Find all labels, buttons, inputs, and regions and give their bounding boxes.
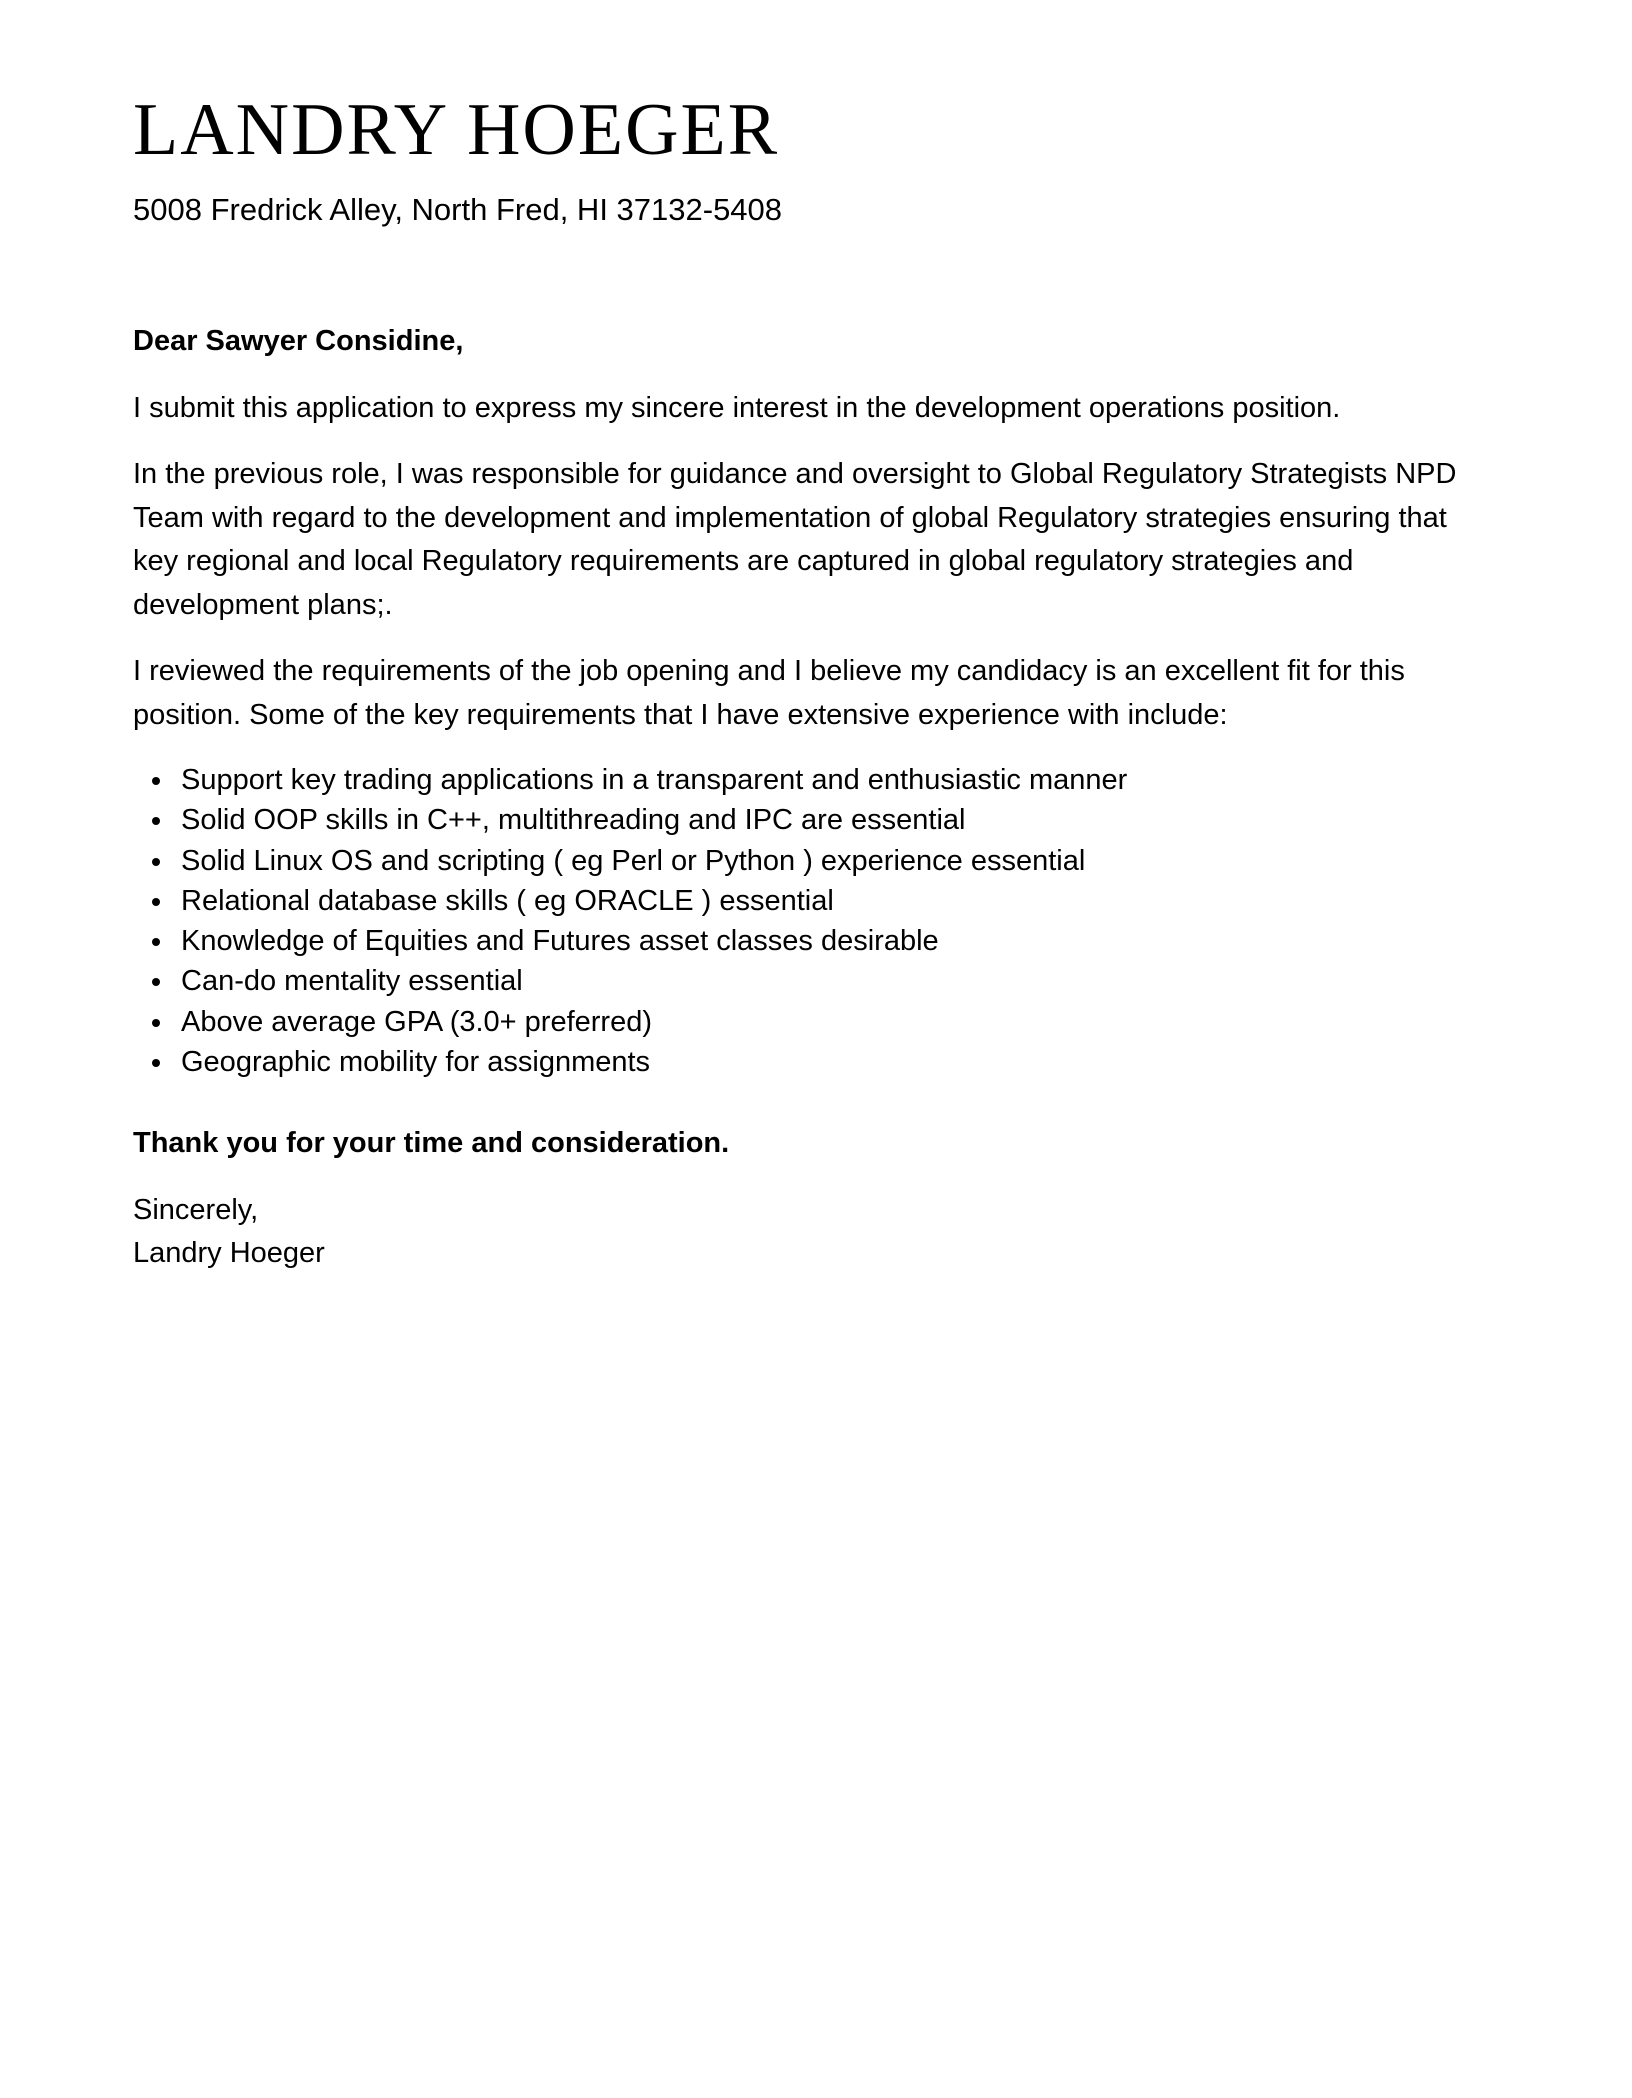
thanks-line: Thank you for your time and consideration. <box>133 1127 730 1160</box>
closing-block <box>133 1189 1493 1276</box>
list-item: Can-do mentality essential <box>181 961 1493 1001</box>
list-item: Relational database skills ( eg ORACLE ) essential <box>181 881 1493 921</box>
cover-letter <box>133 88 1493 1276</box>
list-item: Knowledge of Equities and Futures asset classes desirable <box>181 921 1493 961</box>
list-item: Solid OOP skills in C++, multithreading and IPC are essential <box>181 800 1493 840</box>
intro-paragraph: I submit this application to express my sincere interest in the development operations position. <box>133 391 1341 424</box>
applicant-name: LANDRY HOEGER <box>133 89 780 171</box>
experience-paragraph: In the previous role, I was responsible for guidance and oversight to Global Regulatory Strategists NPD Team with regard to the development and implementation of global Regulatory strategies ensuring that key regional and local Regulatory requirements are captured in global regulatory strategies and development plans;. <box>133 458 1457 621</box>
list-item: Above average GPA (3.0+ preferred) <box>181 1002 1493 1042</box>
list-item: Support key trading applications in a transparent and enthusiastic manner <box>181 760 1493 800</box>
list-item: Solid Linux OS and scripting ( eg Perl or Python ) experience essential <box>181 841 1493 881</box>
closing-phrase: Sincerely, <box>133 1193 259 1226</box>
salutation: Dear Sawyer Considine, <box>133 325 464 357</box>
signature-name: Landry Hoeger <box>133 1237 325 1270</box>
letter-body <box>133 320 1493 1276</box>
applicant-address: 5008 Fredrick Alley, North Fred, HI 37132-5408 <box>133 192 783 227</box>
requirements-list <box>133 760 1493 1082</box>
list-item: Geographic mobility for assignments <box>181 1042 1493 1082</box>
fit-paragraph: I reviewed the requirements of the job opening and I believe my candidacy is an excellent fit for this position. Some of the key requirements that I have extensive experience with include: <box>133 655 1405 731</box>
